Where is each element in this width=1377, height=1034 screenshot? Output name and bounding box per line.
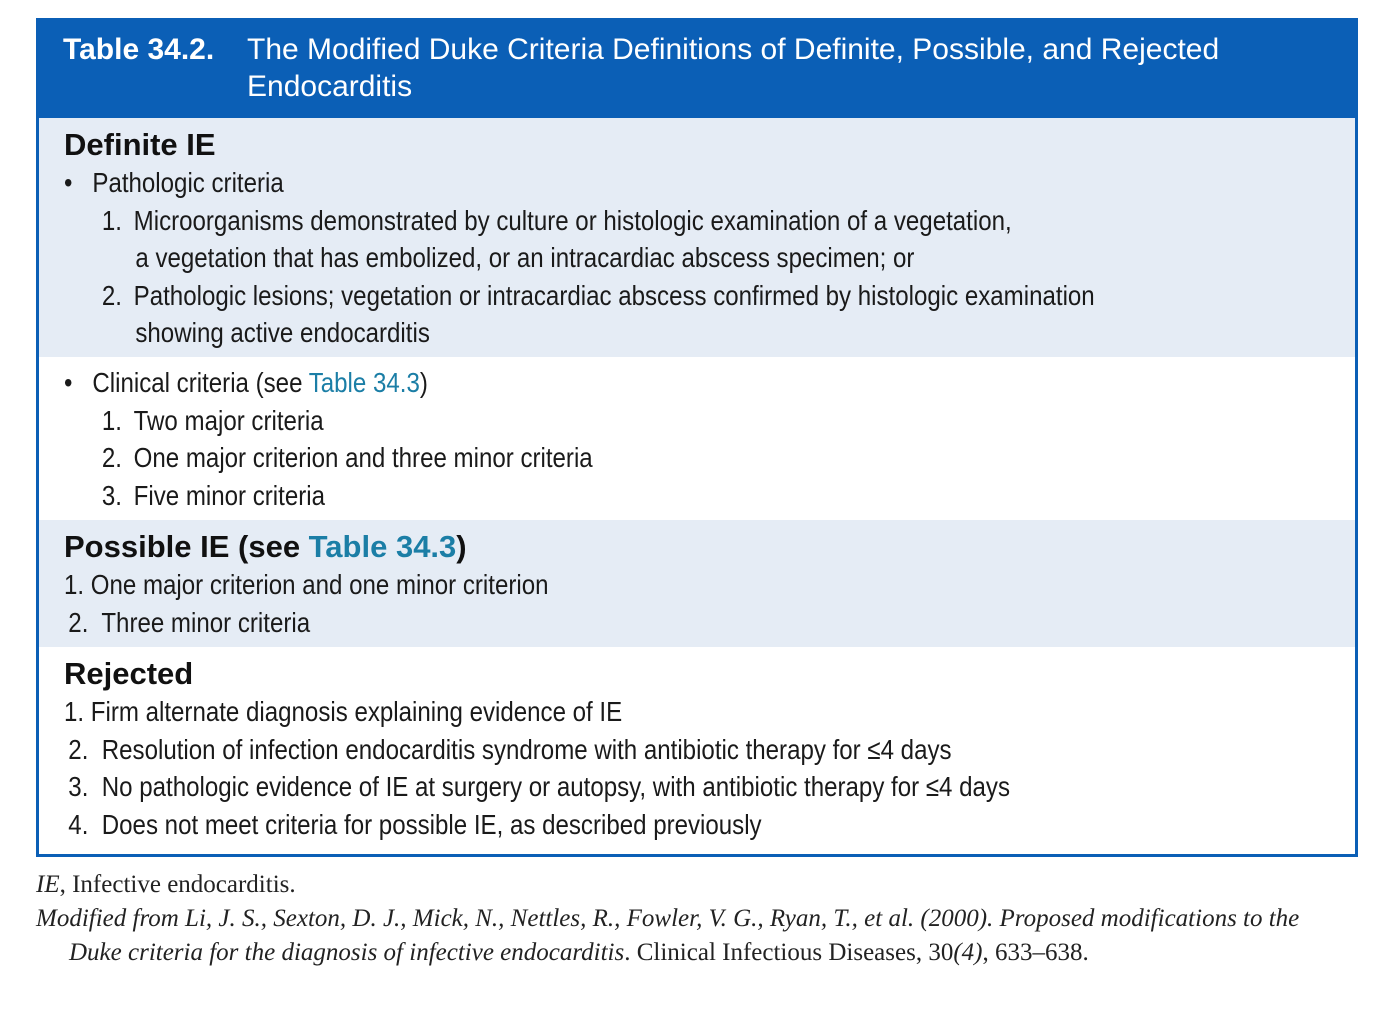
table-34-3-link[interactable]: Table 34.3 <box>308 529 457 564</box>
possible-heading: Possible IE (see Table 34.3) <box>64 529 467 564</box>
rejected-section <box>39 647 1355 854</box>
pathologic-criteria-label: • Pathologic criteria <box>64 164 1174 202</box>
pathologic-item: 2. Pathologic lesions; vegetation or intracardiac abscess confirmed by histologic examination <box>101 279 1095 311</box>
pathologic-item: 1. Microorganisms demonstrated by culture or histologic examination of a vegetation, <box>101 204 1012 236</box>
footnotes <box>36 868 1336 970</box>
bullet: • <box>64 167 73 198</box>
clinical-item: 3. Five minor criteria <box>101 479 325 511</box>
clinical-section <box>39 357 1355 520</box>
criteria-table <box>36 18 1358 857</box>
pathologic-item-continuation: showing active endocarditis <box>135 317 430 348</box>
source-footnote: Modified from Li, J. S., Sexton, D. J., Mick, N., Nettles, R., Fowler, V. G., Ryan, T., et al. (2000). Proposed modifications to the Duke criteria for the diagnosis of infective endocarditis. Clinical Infectious Diseases, 30(4), 633–638. <box>36 905 1300 966</box>
clinical-criteria-label: • Clinical criteria (see Table 34.3) <box>64 364 1174 402</box>
bullet: • <box>64 367 73 398</box>
possible-item: 1. One major criterion and one minor criterion <box>64 569 549 600</box>
rejected-item: 2. Resolution of infection endocarditis syndrome with antibiotic therapy for ≤4 days <box>68 733 952 765</box>
clinical-item: 1. Two major criteria <box>101 404 324 436</box>
definite-heading: Definite IE <box>64 127 216 162</box>
rejected-heading: Rejected <box>64 656 194 691</box>
rejected-item: 4. Does not meet criteria for possible IE, as described previously <box>68 808 762 840</box>
table-header <box>39 21 1355 118</box>
table-title: The Modified Duke Criteria Definitions of Definite, Possible, and Rejected Endocarditis <box>247 33 1220 103</box>
rejected-item: 3. No pathologic evidence of IE at surgery or autopsy, with antibiotic therapy for ≤4 days <box>68 771 1011 802</box>
table-number: Table 34.2. <box>63 33 215 66</box>
abbreviation-footnote: IE, Infective endocarditis. <box>36 871 296 898</box>
rejected-item: 1. Firm alternate diagnosis explaining evidence of IE <box>64 696 623 727</box>
pathologic-item-continuation: a vegetation that has embolized, or an intracardiac abscess specimen; or <box>135 242 915 273</box>
possible-item: 2. Three minor criteria <box>68 606 311 638</box>
clinical-item: 2. One major criterion and three minor criteria <box>101 442 593 473</box>
definite-section <box>39 118 1355 357</box>
table-34-3-link[interactable]: Table 34.3 <box>308 367 420 398</box>
possible-section <box>39 520 1355 647</box>
